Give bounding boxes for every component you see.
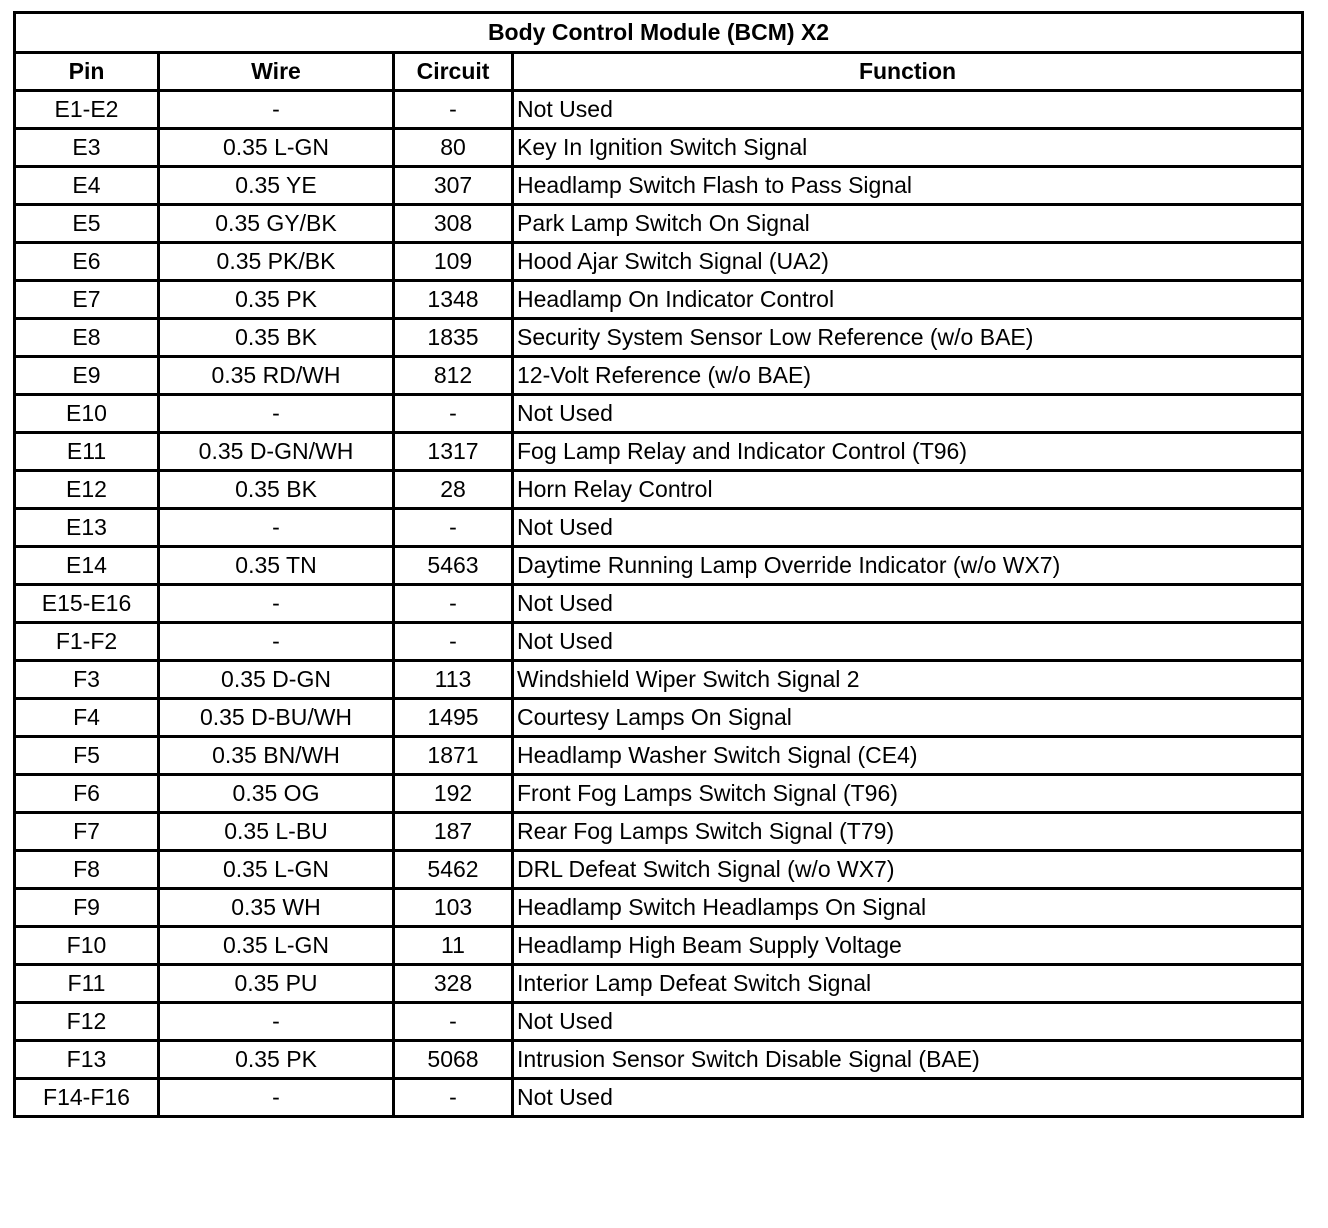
circuit-cell: 113 xyxy=(394,661,513,699)
wire-cell: 0.35 TN xyxy=(159,547,394,585)
circuit-cell: 11 xyxy=(394,927,513,965)
circuit-cell: 103 xyxy=(394,889,513,927)
circuit-cell: 812 xyxy=(394,357,513,395)
table-row xyxy=(15,433,1303,471)
pin-cell: E10 xyxy=(15,395,159,433)
function-cell: Headlamp Washer Switch Signal (CE4) xyxy=(513,737,1303,775)
function-cell: Windshield Wiper Switch Signal 2 xyxy=(513,661,1303,699)
circuit-cell: 1317 xyxy=(394,433,513,471)
circuit-cell: - xyxy=(394,585,513,623)
table-row xyxy=(15,129,1303,167)
table-row xyxy=(15,661,1303,699)
pin-cell: E6 xyxy=(15,243,159,281)
circuit-cell: - xyxy=(394,1003,513,1041)
pin-cell: E15-E16 xyxy=(15,585,159,623)
pin-cell: E4 xyxy=(15,167,159,205)
wire-cell: 0.35 PU xyxy=(159,965,394,1003)
function-cell: Park Lamp Switch On Signal xyxy=(513,205,1303,243)
wire-cell: 0.35 PK xyxy=(159,281,394,319)
pin-cell: E11 xyxy=(15,433,159,471)
table-row xyxy=(15,167,1303,205)
pin-column-header: Pin xyxy=(15,53,159,91)
wire-cell: 0.35 PK/BK xyxy=(159,243,394,281)
function-cell: Not Used xyxy=(513,1079,1303,1117)
table-row xyxy=(15,547,1303,585)
wire-cell: 0.35 D-BU/WH xyxy=(159,699,394,737)
circuit-cell: - xyxy=(394,623,513,661)
pin-cell: F8 xyxy=(15,851,159,889)
wire-cell: - xyxy=(159,1079,394,1117)
circuit-cell: 328 xyxy=(394,965,513,1003)
wire-cell: 0.35 BK xyxy=(159,319,394,357)
pin-cell: F9 xyxy=(15,889,159,927)
function-cell: Not Used xyxy=(513,509,1303,547)
table-row xyxy=(15,965,1303,1003)
function-cell: Front Fog Lamps Switch Signal (T96) xyxy=(513,775,1303,813)
circuit-cell: 192 xyxy=(394,775,513,813)
pin-cell: E13 xyxy=(15,509,159,547)
wire-cell: - xyxy=(159,623,394,661)
function-cell: Horn Relay Control xyxy=(513,471,1303,509)
circuit-cell: 1495 xyxy=(394,699,513,737)
pin-cell: F7 xyxy=(15,813,159,851)
function-cell: Not Used xyxy=(513,623,1303,661)
pin-cell: F13 xyxy=(15,1041,159,1079)
table-row xyxy=(15,699,1303,737)
circuit-cell: 1348 xyxy=(394,281,513,319)
table-row xyxy=(15,775,1303,813)
circuit-cell: 308 xyxy=(394,205,513,243)
wire-cell: 0.35 WH xyxy=(159,889,394,927)
circuit-cell: - xyxy=(394,395,513,433)
table-title: Body Control Module (BCM) X2 xyxy=(15,13,1303,53)
wire-cell: 0.35 D-GN xyxy=(159,661,394,699)
circuit-cell: 5068 xyxy=(394,1041,513,1079)
function-cell: Fog Lamp Relay and Indicator Control (T96) xyxy=(513,433,1303,471)
table-row xyxy=(15,471,1303,509)
wire-cell: - xyxy=(159,1003,394,1041)
function-cell: Headlamp Switch Headlamps On Signal xyxy=(513,889,1303,927)
table-row xyxy=(15,1079,1303,1117)
pin-cell: F14-F16 xyxy=(15,1079,159,1117)
circuit-column-header: Circuit xyxy=(394,53,513,91)
function-cell: Not Used xyxy=(513,91,1303,129)
function-cell: Interior Lamp Defeat Switch Signal xyxy=(513,965,1303,1003)
wire-cell: 0.35 PK xyxy=(159,1041,394,1079)
pin-cell: E8 xyxy=(15,319,159,357)
function-cell: Headlamp Switch Flash to Pass Signal xyxy=(513,167,1303,205)
table-row xyxy=(15,509,1303,547)
function-cell: Hood Ajar Switch Signal (UA2) xyxy=(513,243,1303,281)
pin-cell: E7 xyxy=(15,281,159,319)
table-row xyxy=(15,357,1303,395)
table-row xyxy=(15,737,1303,775)
wire-cell: - xyxy=(159,91,394,129)
wire-cell: 0.35 L-GN xyxy=(159,851,394,889)
wire-cell: 0.35 OG xyxy=(159,775,394,813)
wire-cell: 0.35 D-GN/WH xyxy=(159,433,394,471)
pin-cell: E5 xyxy=(15,205,159,243)
function-cell: Daytime Running Lamp Override Indicator (w/o WX7) xyxy=(513,547,1303,585)
circuit-cell: 109 xyxy=(394,243,513,281)
table-row xyxy=(15,1003,1303,1041)
pin-cell: E14 xyxy=(15,547,159,585)
function-cell: Courtesy Lamps On Signal xyxy=(513,699,1303,737)
table-row xyxy=(15,319,1303,357)
function-cell: DRL Defeat Switch Signal (w/o WX7) xyxy=(513,851,1303,889)
table-row xyxy=(15,927,1303,965)
circuit-cell: 80 xyxy=(394,129,513,167)
table-row xyxy=(15,1041,1303,1079)
pin-cell: E1-E2 xyxy=(15,91,159,129)
function-cell: Key In Ignition Switch Signal xyxy=(513,129,1303,167)
wire-cell: 0.35 BN/WH xyxy=(159,737,394,775)
wire-cell: 0.35 L-BU xyxy=(159,813,394,851)
pin-cell: F11 xyxy=(15,965,159,1003)
pin-cell: F1-F2 xyxy=(15,623,159,661)
wire-cell: 0.35 GY/BK xyxy=(159,205,394,243)
function-cell: Rear Fog Lamps Switch Signal (T79) xyxy=(513,813,1303,851)
circuit-cell: 1835 xyxy=(394,319,513,357)
wire-cell: 0.35 L-GN xyxy=(159,927,394,965)
table-row xyxy=(15,395,1303,433)
pin-cell: F3 xyxy=(15,661,159,699)
circuit-cell: - xyxy=(394,91,513,129)
wire-cell: 0.35 L-GN xyxy=(159,129,394,167)
function-cell: Intrusion Sensor Switch Disable Signal (BAE) xyxy=(513,1041,1303,1079)
table-row xyxy=(15,205,1303,243)
pin-cell: F5 xyxy=(15,737,159,775)
header-row xyxy=(15,53,1303,91)
pin-cell: F10 xyxy=(15,927,159,965)
circuit-cell: 1871 xyxy=(394,737,513,775)
circuit-cell: 5463 xyxy=(394,547,513,585)
table-row xyxy=(15,243,1303,281)
circuit-cell: 187 xyxy=(394,813,513,851)
connector-pinout-table xyxy=(13,11,1304,1118)
table-row xyxy=(15,813,1303,851)
table-row xyxy=(15,585,1303,623)
function-cell: Not Used xyxy=(513,1003,1303,1041)
table-row xyxy=(15,889,1303,927)
function-cell: 12-Volt Reference (w/o BAE) xyxy=(513,357,1303,395)
wire-cell: 0.35 YE xyxy=(159,167,394,205)
function-column-header: Function xyxy=(513,53,1303,91)
function-cell: Not Used xyxy=(513,585,1303,623)
circuit-cell: 28 xyxy=(394,471,513,509)
circuit-cell: - xyxy=(394,509,513,547)
function-cell: Security System Sensor Low Reference (w/o BAE) xyxy=(513,319,1303,357)
table-row xyxy=(15,281,1303,319)
circuit-cell: 307 xyxy=(394,167,513,205)
pin-cell: F12 xyxy=(15,1003,159,1041)
pin-cell: F6 xyxy=(15,775,159,813)
function-cell: Headlamp High Beam Supply Voltage xyxy=(513,927,1303,965)
table-row xyxy=(15,851,1303,889)
function-cell: Headlamp On Indicator Control xyxy=(513,281,1303,319)
table-body xyxy=(15,91,1303,1117)
function-cell: Not Used xyxy=(513,395,1303,433)
table-row xyxy=(15,623,1303,661)
wire-cell: - xyxy=(159,395,394,433)
wire-column-header: Wire xyxy=(159,53,394,91)
wire-cell: - xyxy=(159,585,394,623)
wire-cell: - xyxy=(159,509,394,547)
pin-cell: E12 xyxy=(15,471,159,509)
pin-cell: E9 xyxy=(15,357,159,395)
circuit-cell: - xyxy=(394,1079,513,1117)
title-row xyxy=(15,13,1303,53)
pin-cell: F4 xyxy=(15,699,159,737)
wire-cell: 0.35 BK xyxy=(159,471,394,509)
circuit-cell: 5462 xyxy=(394,851,513,889)
wire-cell: 0.35 RD/WH xyxy=(159,357,394,395)
pin-cell: E3 xyxy=(15,129,159,167)
table-row xyxy=(15,91,1303,129)
